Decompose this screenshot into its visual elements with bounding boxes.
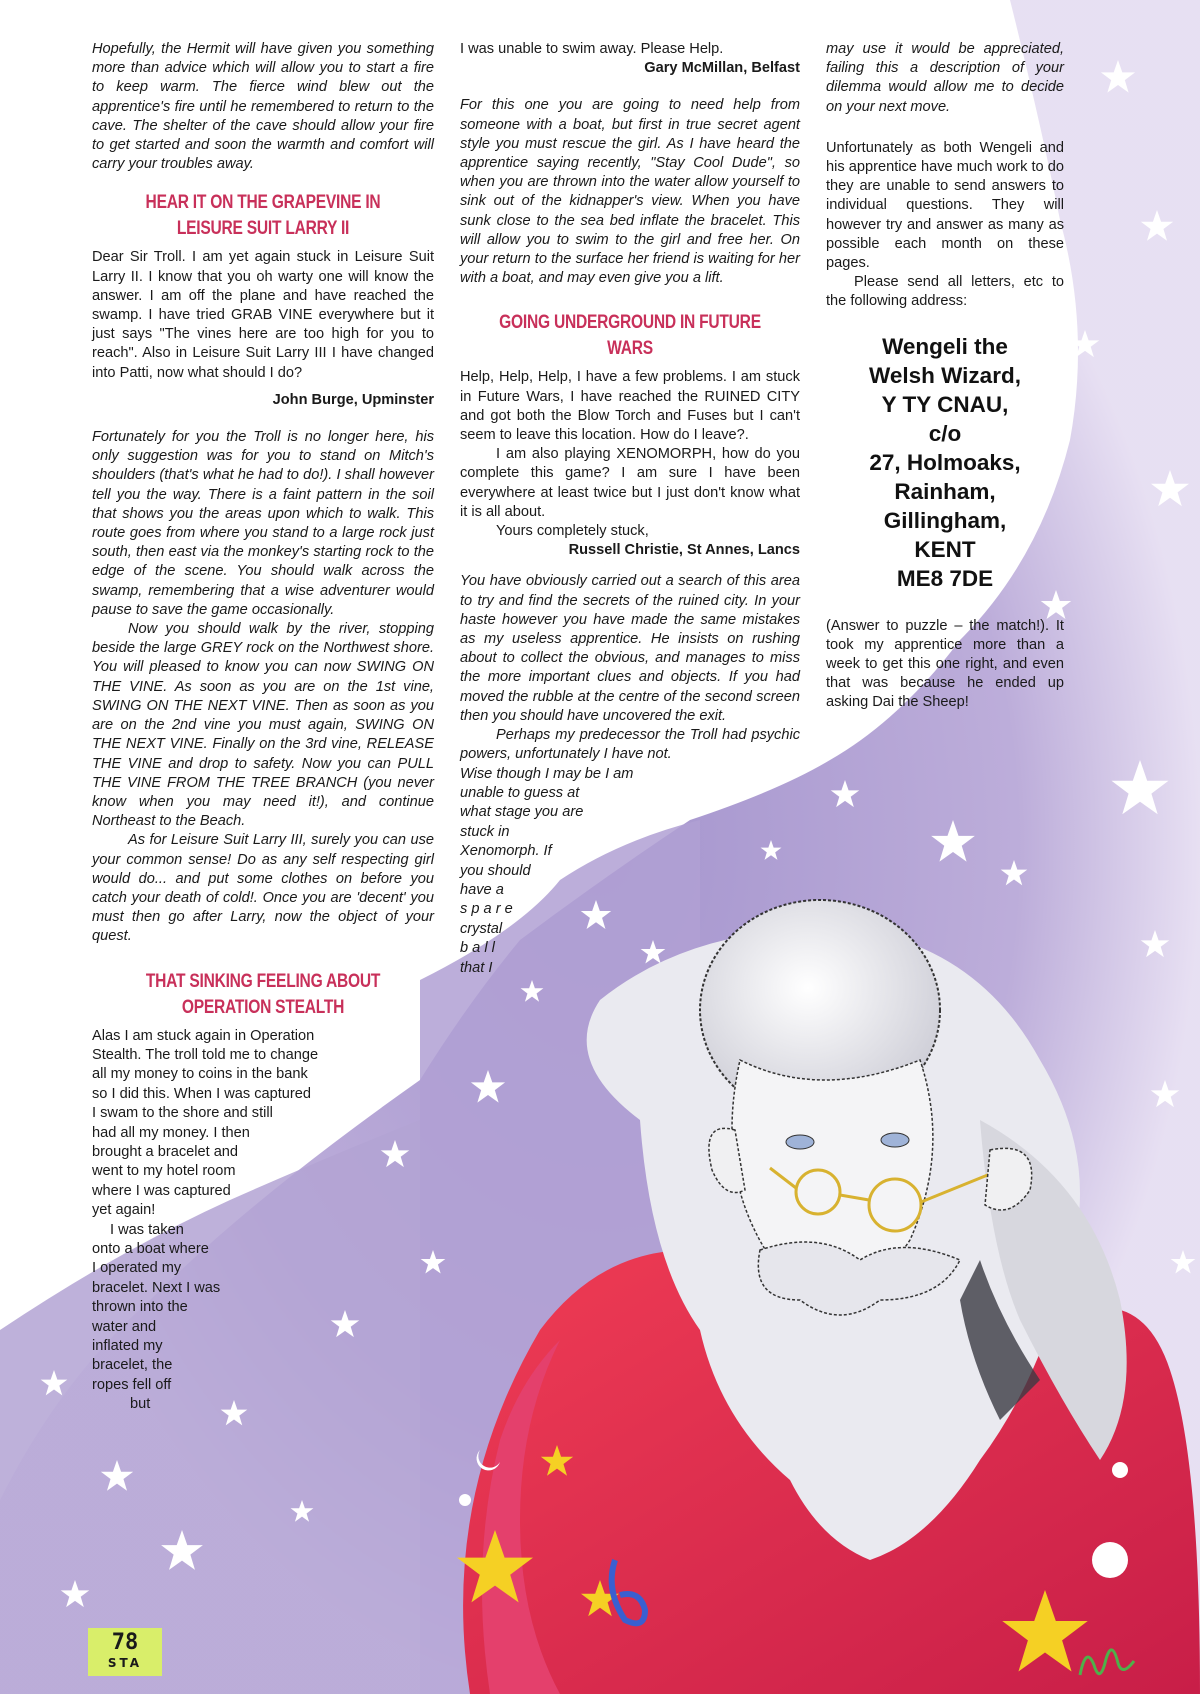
intro-paragraph: Hopefully, the Hermit will have given you something more than advice which will allow you to start a fire to keep warm. The fierce wind blew out the apprentice's fire until he remembered to return to the cave. The shelter of the cave should allow your fire to get started and soon the warmth and comfort will carry your troubles away. [92, 41, 434, 173]
signature-gary-mcmillan: Gary McMillan, Belfast [644, 60, 800, 77]
reply-future-wars-2: Perhaps my predecessor the Troll had psychic powers, unfortunately I have not. [460, 727, 800, 763]
letter-line: bracelet. Next I was [92, 1279, 221, 1296]
letter-line: Stealth. The troll told me to change [92, 1046, 319, 1063]
letter-line: water and [92, 1318, 157, 1335]
letter-future-wars-2: I am also playing XENOMORPH, how do you complete this game? I am sure I have been everywhere at least twice but I just don't know what it is all about. [460, 446, 800, 520]
reply-line: you should [460, 862, 531, 879]
letter-stealth-continued: I was unable to swim away. Please Help. [460, 41, 724, 57]
signature-russell-christie: Russell Christie, St Annes, Lancs [568, 542, 800, 559]
letter-line: onto a boat where [92, 1241, 209, 1257]
reply-line: unable to guess at [460, 784, 580, 801]
reply-line: what stage you are [460, 804, 584, 821]
reply-line: b a l l [460, 940, 495, 957]
reply-larry-2: Now you should walk by the river, stopping beside the large GREY rock on the Northwest shore. You will pleased to know you can now SWING ON THE VINE. As soon as you are on the 1st vine, SWING ON THE NEXT VINE. Then as soon as you are on the 2nd vine you must again, SWING ON THE NEXT VINE. Finally on the 3rd vine, RELEASE THE VINE and drop to safety. Now you can PULL THE VINE FROM THE TREE BRANCH (you never know when you may need it!), and continue Northeast to the Beach. [92, 621, 434, 830]
letter-line: I was taken [110, 1221, 184, 1238]
letter-future-wars-1: Help, Help, Help, I have a few problems. I am stuck in Future Wars, I have reached the RUINED CITY and got both the Blow Torch and Fuses but I can't seem to leave this location. How do I leave?. [460, 369, 800, 444]
reply-larry-1: Fortunately for you the Troll is no longer here, his only suggestion was for you to stand on Mitch's shoulders (that's what he had to do!). I shall however tell you the way. There is a faint pattern in the soil that shows you the areas upon which to walk. This route goes from where you stand to a large rock just south, then east via the monkey's starting rock to the edge of the scene. You should walk across the swamp, remembering that a wise adventurer would pause to save the game occasionally. [92, 429, 434, 618]
address-line: c/o [928, 420, 962, 446]
reply-line: Xenomorph. If [460, 843, 552, 860]
letter-line: I swam to the shore and still [92, 1105, 273, 1122]
reply-line: stuck in [460, 823, 510, 840]
reply-line: Wise though I may be I am [460, 765, 634, 782]
postal-address [826, 332, 1064, 593]
puzzle-answer-note: (Answer to puzzle – the match!). It took my apprentice more than a week to get this one right, and even that was because he ended up asking Dai the Sheep! [826, 617, 1064, 711]
letter-line: ropes fell off [92, 1376, 172, 1393]
letter-line: inflated my [92, 1338, 163, 1355]
letter-line: but [130, 1396, 151, 1413]
letter-line: yet again! [92, 1202, 156, 1219]
letter-line: where I was captured [92, 1182, 231, 1199]
publication-label: STA [107, 1656, 143, 1670]
reply-future-wars-1: You have obviously carried out a search of this area to try and find the secrets of the ruined city. In your haste however you have made the same mistakes as my useless apprentice. He insists on rushing about to collect the obvious, and manages to miss the more important clues and objects. If you had moved the rubble at the centre of the second screen then you should have uncovered the exit. [460, 573, 800, 724]
address-line: Gillingham, [883, 507, 1007, 533]
letter-line: thrown into the [92, 1299, 188, 1316]
letter-larry: Dear Sir Troll. I am yet again stuck in Leisure Suit Larry II. I know that you oh warty one will know the answer. I am off the plane and have reached the swamp. I have tried GRAB VINE everywhere but it just says "The vines here are too high for you to reach". Also in Leisure Suit Larry III I have changed into Patti, now what should I do? [92, 249, 434, 381]
notice-paragraph: Unfortunately as both Wengeli and his apprentice have much work to do they are unable to send answers to individual questions. They will however try and answer as many as possible each month on these pages. [826, 139, 1064, 272]
page-number-tab [88, 1628, 162, 1676]
section-heading-future-wars: GOING UNDERGROUND IN FUTURE WARS [499, 312, 761, 360]
reply-future-wars-wrap [460, 765, 800, 978]
reply-line: that I [460, 959, 493, 976]
address-line: ME8 7DE [896, 565, 994, 591]
letter-stealth [92, 1027, 434, 1415]
reply-line: s p a r e [460, 901, 513, 918]
signature-john-burge: John Burge, Upminster [272, 391, 434, 408]
address-line: Welsh Wizard, [869, 362, 1021, 388]
letter-line: I operated my [92, 1260, 182, 1277]
address-line: 27, Holmoaks, [869, 449, 1021, 475]
address-line: Rainham, [894, 478, 996, 504]
letter-line: went to my hotel room [92, 1163, 236, 1180]
column-left [92, 40, 434, 1415]
address-line: KENT [914, 536, 976, 562]
letter-line: Alas I am stuck again in Operation [92, 1027, 315, 1044]
reply-larry-3: As for Leisure Suit Larry III, surely you can use your common sense! Do as any self respecting girl would do... and put some clothes on before you catch your death of cold!. Once you are 'decent' you must then go after Larry, now the object of your quest. [92, 832, 434, 945]
letter-line: all my money to coins in the bank [92, 1066, 308, 1083]
letter-line: bracelet, the [92, 1357, 173, 1374]
address-line: Wengeli the [882, 333, 1008, 359]
page-number: 78 [111, 1630, 139, 1655]
section-heading-larry: HEAR IT ON THE GRAPEVINE IN LEISURE SUIT LARRY II [145, 192, 381, 240]
section-heading-stealth: THAT SINKING FEELING ABOUT OPERATION STEALTH [145, 970, 381, 1018]
letter-line: had all my money. I then [92, 1124, 250, 1141]
reply-line: have a [460, 881, 504, 898]
letter-closing: Yours completely stuck, [496, 523, 649, 540]
column-middle [460, 40, 800, 978]
send-letters-paragraph: Please send all letters, etc to the following address: [826, 274, 1064, 310]
letter-line: so I did this. When I was captured [92, 1085, 312, 1102]
reply-line: crystal [460, 920, 503, 937]
address-line: Y TY CNAU, [881, 391, 1009, 417]
column-right [826, 40, 1064, 721]
reply-continued: may use it would be appreciated, failing this a description of your dilemma would allow me to decide on your next move. [826, 41, 1064, 115]
letter-line: brought a bracelet and [92, 1143, 239, 1160]
reply-stealth: For this one you are going to need help from someone with a boat, but first in true secret agent style you must rescue the girl. As I have heard the apprentice saying recently, "Stay Cool Dude", so when you are thrown into the water allow yourself to sink out of the kidnapper's view. When you have sunk close to the sea bed inflate the bracelet. This will allow you to swim to the girl and free her. On your return to the surface her friend is waiting for her with a boat, and may even give you a lift. [460, 97, 800, 287]
